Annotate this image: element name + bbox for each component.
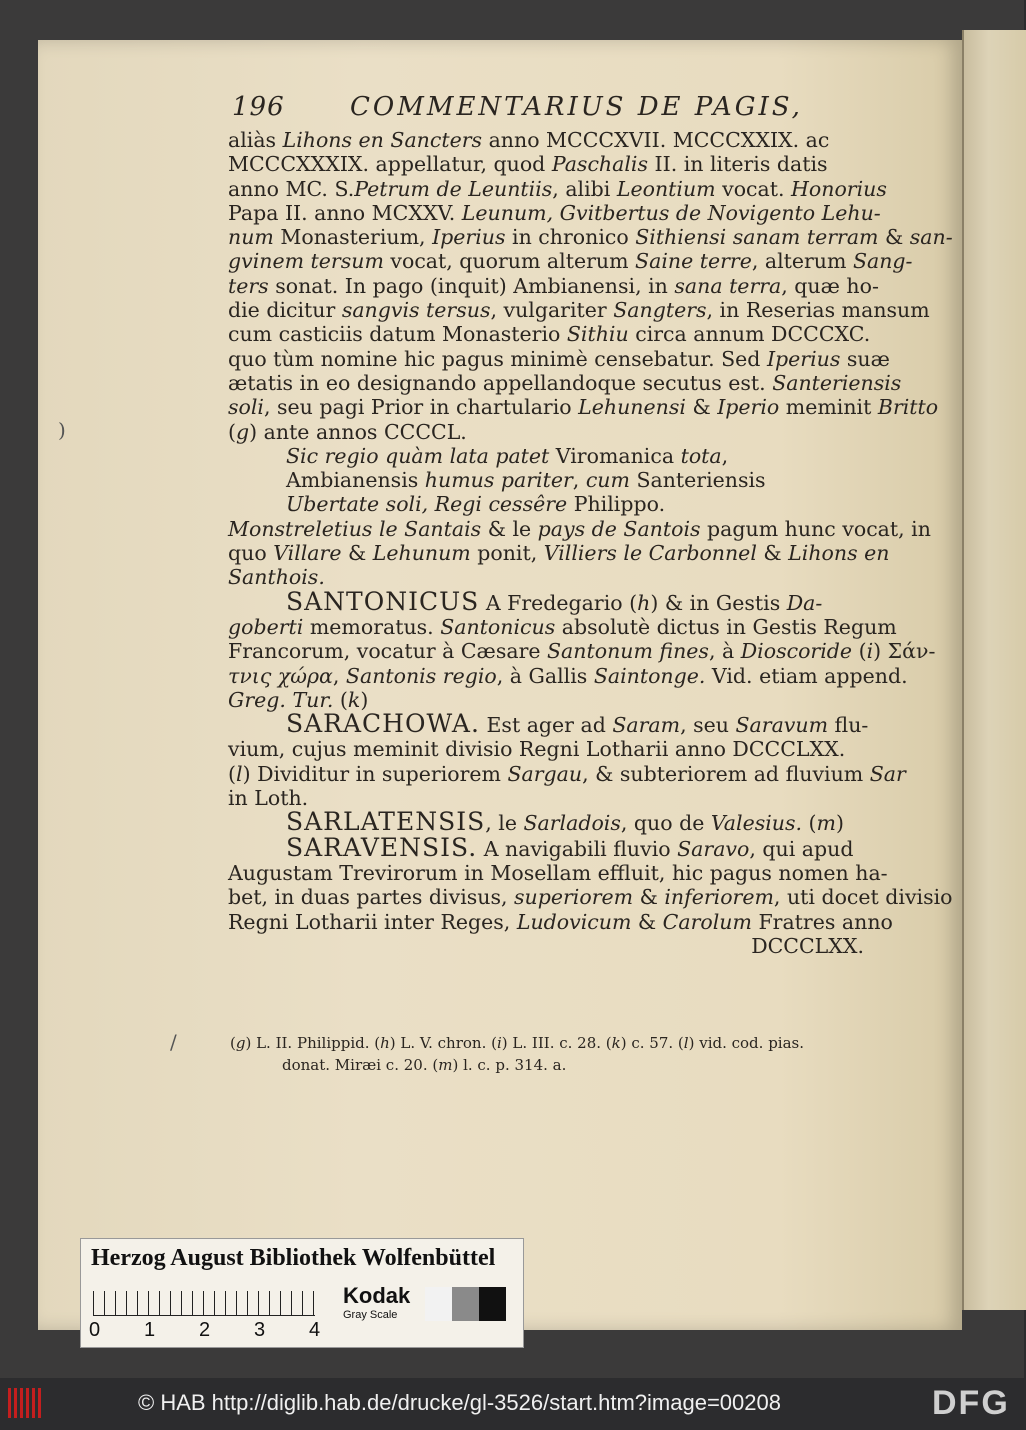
text-segment: II. in literis datis bbox=[647, 152, 828, 177]
text-segment: , seu bbox=[680, 713, 736, 738]
text-segment: Valesius. bbox=[710, 811, 803, 836]
text-segment: Monasterium, bbox=[273, 225, 433, 250]
text-segment: , in Reserias mansum bbox=[706, 298, 930, 323]
text-segment: in Loth. bbox=[228, 786, 309, 811]
text-line bbox=[228, 885, 953, 910]
text-segment: , uti docet divisio bbox=[773, 885, 953, 910]
text-line bbox=[228, 492, 864, 516]
text-segment: ) bbox=[360, 687, 369, 712]
text-line bbox=[228, 322, 871, 347]
margin-mark: / bbox=[170, 1030, 177, 1054]
text-segment: MCCCXXXIX. appellatur, quod bbox=[228, 152, 552, 177]
text-segment: Sar bbox=[869, 761, 906, 786]
text-segment: Saine terre bbox=[635, 249, 752, 274]
text-segment: & bbox=[685, 395, 718, 420]
text-segment: anno MC. S. bbox=[228, 176, 355, 201]
text-segment: Saram bbox=[612, 713, 681, 738]
scale-number: 4 bbox=[309, 1319, 321, 1341]
text-segment: pagum hunc vocat, in bbox=[700, 516, 931, 541]
text-segment: i bbox=[496, 1034, 502, 1052]
text-segment: , seu pagi Prior in chartulario bbox=[263, 395, 579, 420]
dfg-logo: DFG bbox=[932, 1384, 1010, 1422]
text-segment: vocat, quorum alterum bbox=[383, 249, 636, 274]
copyright-link[interactable]: © HAB http://diglib.hab.de/drucke/gl-3526/start.htm?image=00208 bbox=[138, 1390, 781, 1415]
text-line bbox=[228, 225, 953, 250]
text-segment: g bbox=[235, 1034, 246, 1052]
text-segment: & bbox=[633, 885, 665, 910]
text-segment: Viromanica bbox=[549, 443, 681, 468]
text-line bbox=[228, 176, 887, 201]
text-line bbox=[230, 1054, 866, 1076]
text-segment: , quæ ho- bbox=[781, 273, 879, 298]
text-segment: ætatis in eo designando appellandoque secutus est. bbox=[228, 370, 773, 395]
text-segment: & bbox=[878, 225, 910, 250]
text-segment: ponit, bbox=[470, 541, 544, 566]
text-line bbox=[230, 1032, 866, 1054]
text-segment: ) L. III. c. 28. ( bbox=[501, 1034, 612, 1052]
text-segment: anno MCCCXVII. MCCCXXIX. ac bbox=[482, 128, 830, 152]
running-head: COMMENTARIUS DE PAGIS, bbox=[350, 92, 803, 122]
text-segment: Greg. Tur. bbox=[228, 687, 334, 712]
text-segment: Villare bbox=[273, 541, 342, 566]
text-segment: superiorem bbox=[514, 885, 634, 910]
text-segment: h bbox=[637, 590, 651, 615]
text-line bbox=[228, 420, 864, 444]
scale-number: 2 bbox=[199, 1319, 211, 1341]
text-line bbox=[228, 273, 879, 298]
text-segment: i bbox=[866, 639, 874, 664]
text-segment: , qui apud bbox=[749, 836, 854, 861]
text-segment: Sarladois bbox=[523, 811, 621, 836]
text-segment: , à bbox=[708, 639, 741, 664]
text-line bbox=[228, 298, 930, 323]
text-segment: Santeriensis bbox=[629, 468, 766, 493]
text-segment: flu- bbox=[828, 713, 869, 738]
scale-number: 3 bbox=[254, 1319, 266, 1341]
text-segment: cum casticiis datum Monasterio bbox=[228, 322, 567, 347]
page-number: 196 bbox=[232, 92, 285, 122]
kodak-logo: Kodak bbox=[343, 1283, 411, 1308]
text-segment: , quo de bbox=[620, 811, 711, 836]
text-segment: Ludovicum bbox=[516, 909, 632, 934]
ruler-scale-numbers bbox=[89, 1319, 329, 1343]
text-segment: ) c. 57. ( bbox=[620, 1034, 684, 1052]
text-segment: Petrum de Leuntiis bbox=[354, 176, 553, 201]
text-segment: Monstreletius le Santais bbox=[228, 516, 482, 541]
text-line bbox=[228, 200, 881, 225]
text-segment: meminit bbox=[779, 395, 878, 420]
text-segment: ) L. V. chron. ( bbox=[389, 1034, 497, 1052]
text-segment: suæ bbox=[840, 346, 890, 371]
text-segment: Lihons en Sancters bbox=[282, 128, 483, 152]
text-segment: sangvis tersus bbox=[341, 298, 491, 323]
text-segment: , alterum bbox=[751, 249, 853, 274]
text-segment: A Fredegario ( bbox=[479, 590, 638, 615]
text-segment: Lihons en bbox=[788, 541, 890, 566]
entry-heading: SARACHOWA. bbox=[286, 709, 480, 739]
text-line bbox=[228, 152, 864, 176]
text-segment: Sic regio quàm lata patet bbox=[286, 443, 550, 468]
text-segment: m bbox=[816, 811, 836, 836]
text-segment: Est ager ad bbox=[479, 713, 613, 738]
text-segment: Ambianensis bbox=[286, 468, 425, 493]
text-segment: humus pariter bbox=[424, 468, 573, 493]
text-segment: bet, in duas partes divisus, bbox=[228, 885, 515, 910]
text-segment: Dioscoride bbox=[740, 639, 853, 664]
text-segment: ) Σάν- bbox=[873, 639, 936, 664]
text-segment: tota bbox=[680, 443, 722, 468]
gray-scale-swatch bbox=[425, 1287, 507, 1321]
text-segment: , alibi bbox=[552, 176, 617, 201]
library-name: Herzog August Bibliothek Wolfenbüttel bbox=[91, 1245, 496, 1271]
text-segment: Santonicus bbox=[440, 614, 556, 639]
text-segment: A navigabili fluvio bbox=[477, 836, 678, 861]
text-segment: g bbox=[236, 419, 250, 444]
text-segment: quo tùm nomine hic pagus minimè censebatur. Sed bbox=[228, 346, 767, 371]
text-segment: Ubertate soli, Regi cessêre bbox=[286, 492, 568, 517]
entry-heading: SARAVENSIS. bbox=[286, 832, 478, 862]
text-segment: Saintonge. bbox=[593, 663, 706, 688]
gray-patch bbox=[479, 1287, 506, 1321]
scale-number: 1 bbox=[144, 1319, 156, 1341]
text-segment: ) Dividitur in superiorem bbox=[242, 761, 508, 786]
text-segment: vocat. bbox=[715, 176, 792, 201]
page-header bbox=[232, 92, 872, 126]
text-line bbox=[228, 468, 864, 492]
text-segment: sonat. In pago (inquit) Ambianensi, in bbox=[268, 273, 675, 298]
text-segment: ( bbox=[333, 687, 348, 712]
text-segment: quo bbox=[228, 541, 274, 566]
text-segment: ( bbox=[852, 639, 867, 664]
text-segment: Iperius bbox=[432, 225, 506, 250]
text-line bbox=[228, 516, 931, 541]
text-line bbox=[228, 444, 864, 468]
body-text bbox=[228, 128, 953, 958]
text-segment: Sangters bbox=[613, 298, 707, 323]
text-segment: , vulgariter bbox=[490, 298, 614, 323]
text-segment: Sargau bbox=[507, 761, 583, 786]
footnotes bbox=[230, 1032, 866, 1076]
text-segment: , le bbox=[485, 811, 524, 836]
text-segment: ) ante annos CCCCL. bbox=[249, 419, 467, 444]
text-segment: & bbox=[631, 909, 663, 934]
text-segment: Da- bbox=[786, 590, 823, 615]
text-segment: absolutè dictus in Gestis Regum bbox=[555, 614, 897, 639]
measure-ruler bbox=[93, 1291, 315, 1316]
gray-patch bbox=[425, 1287, 452, 1321]
text-segment: circa annum DCCCXC. bbox=[628, 322, 871, 347]
margin-mark: ) bbox=[58, 418, 66, 442]
text-segment: l bbox=[236, 761, 243, 786]
gray-scale-text: Gray Scale bbox=[343, 1309, 398, 1321]
text-segment: san- bbox=[909, 225, 953, 250]
text-line bbox=[228, 128, 864, 152]
library-color-card bbox=[80, 1238, 524, 1348]
text-segment: Santhois. bbox=[228, 565, 325, 590]
text-line bbox=[228, 860, 888, 885]
text-segment: Augustam Trevirorum in Mosellam effluit, hic pagus nomen ha- bbox=[228, 860, 888, 885]
text-line bbox=[228, 541, 890, 566]
text-segment: , à Gallis bbox=[496, 663, 594, 688]
text-line bbox=[228, 832, 864, 862]
text-line bbox=[228, 737, 864, 761]
entry-heading: SARLATENSIS bbox=[286, 807, 486, 837]
text-segment: , bbox=[332, 663, 346, 688]
text-segment: , bbox=[721, 443, 729, 468]
text-line bbox=[228, 346, 890, 371]
text-segment: DCCCLXX. bbox=[751, 933, 864, 958]
text-segment: ) & in Gestis bbox=[650, 590, 787, 615]
text-segment: ters bbox=[228, 273, 269, 298]
text-segment: aliàs bbox=[228, 128, 283, 152]
text-segment: Iperius bbox=[766, 346, 841, 371]
text-segment: Carolum bbox=[662, 909, 752, 934]
text-segment: Sithiu bbox=[566, 322, 629, 347]
text-segment: & le bbox=[481, 516, 538, 541]
text-segment: pays de Santois bbox=[537, 516, 701, 541]
text-segment: num bbox=[228, 225, 274, 250]
scale-number: 0 bbox=[89, 1319, 101, 1341]
text-segment: k bbox=[347, 687, 361, 712]
text-line bbox=[228, 663, 908, 688]
text-segment: in chronico bbox=[505, 225, 636, 250]
text-segment: Britto bbox=[877, 395, 939, 420]
text-segment: ) l. c. p. 314. a. bbox=[452, 1056, 567, 1074]
text-line bbox=[228, 709, 869, 739]
text-segment: Iperio bbox=[717, 395, 780, 420]
text-segment: , & subteriorem ad fluvium bbox=[582, 761, 870, 786]
text-segment: Sithiensi sanam terram bbox=[635, 225, 879, 250]
text-segment: Sang- bbox=[852, 249, 913, 274]
facing-page-edge bbox=[962, 30, 1026, 1310]
text-segment: , bbox=[572, 468, 586, 493]
text-segment: sana terra bbox=[674, 273, 782, 298]
text-segment: τνις χώρα bbox=[228, 663, 333, 688]
text-segment: l bbox=[683, 1034, 689, 1052]
text-line bbox=[228, 934, 864, 958]
text-segment: Fratres anno bbox=[751, 909, 893, 934]
text-segment: vium, cujus meminit divisio Regni Lotharii anno DCCCLXX. bbox=[228, 737, 846, 762]
text-segment: Leontium bbox=[616, 176, 716, 201]
text-segment: Saravo bbox=[677, 836, 750, 861]
text-segment: Papa II. anno MCXXV. bbox=[228, 200, 462, 225]
text-segment: & bbox=[341, 541, 373, 566]
text-segment: Santonis regio bbox=[345, 663, 497, 688]
text-segment: Honorius bbox=[791, 176, 887, 201]
text-segment: Santeriensis bbox=[772, 370, 902, 395]
text-segment: donat. Miræi c. 20. ( bbox=[282, 1056, 439, 1074]
text-segment: m bbox=[438, 1056, 453, 1074]
text-segment: Leunum, Gvitbertus de Novigento Lehu- bbox=[461, 200, 881, 225]
text-segment: soli bbox=[228, 395, 264, 420]
text-segment: ) L. II. Philippid. ( bbox=[245, 1034, 381, 1052]
text-line bbox=[228, 370, 902, 395]
text-segment: h bbox=[380, 1034, 390, 1052]
text-segment: Vid. etiam append. bbox=[705, 663, 908, 688]
text-segment: Regni Lotharii inter Reges, bbox=[228, 909, 517, 934]
text-line bbox=[228, 586, 864, 616]
text-segment: ( bbox=[228, 761, 236, 786]
text-segment: ( bbox=[230, 1034, 236, 1052]
text-segment: die dicitur bbox=[228, 298, 342, 323]
text-segment: Paschalis bbox=[551, 152, 648, 177]
text-segment: Francorum, vocatur à Cæsare bbox=[228, 639, 548, 664]
text-line bbox=[228, 614, 897, 639]
text-line bbox=[228, 395, 939, 420]
text-segment: cum bbox=[585, 468, 630, 493]
gray-patch bbox=[452, 1287, 479, 1321]
text-segment: ( bbox=[802, 811, 817, 836]
text-line bbox=[228, 249, 913, 274]
text-segment: goberti bbox=[228, 614, 304, 639]
text-segment: Lehunensi bbox=[578, 395, 686, 420]
text-segment: Villiers le Carbonnel bbox=[543, 541, 757, 566]
viewer-footer bbox=[0, 1378, 1024, 1430]
text-segment: Philippo. bbox=[567, 492, 666, 517]
text-segment: memoratus. bbox=[303, 614, 441, 639]
text-segment: Lehunum bbox=[372, 541, 471, 566]
hab-logo-icon bbox=[8, 1388, 44, 1418]
text-segment: ) vid. cod. pias. bbox=[688, 1034, 805, 1052]
text-segment: Saravum bbox=[735, 713, 829, 738]
text-line bbox=[228, 761, 906, 786]
entry-heading: SANTONICUS bbox=[286, 586, 480, 616]
text-line bbox=[228, 909, 893, 934]
text-segment: ) bbox=[836, 811, 844, 836]
text-segment: ( bbox=[228, 419, 236, 444]
text-segment: gvinem tersum bbox=[228, 249, 384, 274]
text-segment: Santonum fines bbox=[547, 639, 709, 664]
text-segment: k bbox=[611, 1034, 621, 1052]
text-line bbox=[228, 639, 936, 664]
text-segment: inferiorem bbox=[664, 885, 774, 910]
text-segment: & bbox=[756, 541, 789, 566]
